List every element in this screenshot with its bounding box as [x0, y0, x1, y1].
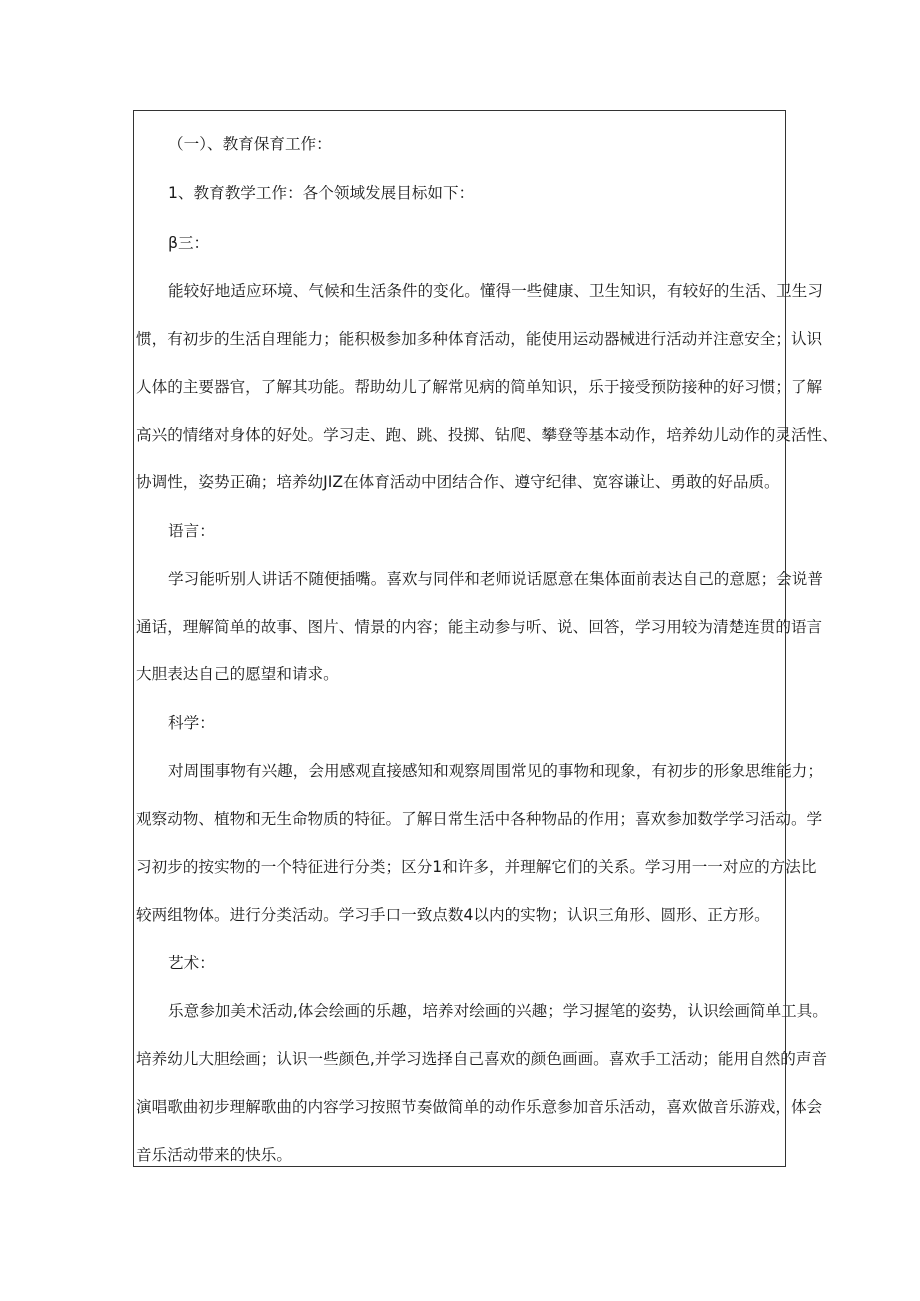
art-paragraph-line: 音乐活动带来的快乐。 [136, 1146, 292, 1164]
health-paragraph-line: 能较好地适应环境、气候和生活条件的变化。懂得一些健康、卫生知识，有较好的生活、卫生习 [168, 282, 823, 300]
health-paragraph-line: 高兴的情绪对身体的好处。学习走、跑、跳、投掷、钻爬、攀登等基本动作，培养幼儿动作的灵活性、 [136, 426, 838, 444]
science-label: 科学： [168, 714, 215, 732]
art-paragraph-line: 演唱歌曲初步理解歌曲的内容学习按照节奏做简单的动作乐意参加音乐活动，喜欢做音乐游戏，体会 [136, 1098, 823, 1116]
health-label: β三： [168, 234, 210, 252]
science-paragraph-line: 观察动物、植物和无生命物质的特征。了解日常生活中各种物品的作用；喜欢参加数学学习活动。学 [136, 810, 823, 828]
subheading: 1、教育教学工作：各个领域发展目标如下： [168, 184, 475, 202]
section-heading: （一）、教育保育工作： [168, 135, 332, 153]
art-paragraph-line: 乐意参加美术活动,体会绘画的乐趣，培养对绘画的兴趣；学习握笔的姿势，认识绘画简单工具。 [168, 1002, 828, 1020]
health-paragraph-line: 人体的主要器官，了解其功能。帮助幼儿了解常见病的简单知识，乐于接受预防接种的好习惯；了解 [136, 378, 823, 396]
science-paragraph-line: 对周围事物有兴趣，会用感观直接感知和观察周围常见的事物和现象，有初步的形象思维能力； [168, 762, 823, 780]
science-paragraph-line: 习初步的按实物的一个特征进行分类；区分1和许多，并理解它们的关系。学习用一一对应的方法比 [136, 858, 817, 876]
language-paragraph-line: 大胆表达自己的愿望和请求。 [136, 665, 339, 683]
language-paragraph-line: 学习能听别人讲话不随便插嘴。喜欢与同伴和老师说话愿意在集体面前表达自己的意愿；会说普 [168, 570, 823, 588]
health-paragraph-line: 惯，有初步的生活自理能力；能积极参加多种体育活动，能使用运动器械进行活动并注意安全；认识 [136, 330, 823, 348]
art-label: 艺术： [168, 954, 215, 972]
language-paragraph-line: 通话，理解简单的故事、图片、情景的内容；能主动参与听、说、回答，学习用较为清楚连贯的语言 [136, 618, 823, 636]
art-paragraph-line: 培养幼儿大胆绘画；认识一些颜色,并学习选择自己喜欢的颜色画画。喜欢手工活动；能用自然的声音 [136, 1050, 828, 1068]
science-paragraph-line: 较两组物体。进行分类活动。学习手口一致点数4以内的实物；认识三角形、圆形、正方形。 [136, 906, 770, 924]
health-paragraph-line: 协调性，姿势正确；培养幼JIZ在体育活动中团结合作、遵守纪律、宽容谦让、勇敢的好品质。 [136, 473, 780, 491]
language-label: 语言： [168, 522, 215, 540]
